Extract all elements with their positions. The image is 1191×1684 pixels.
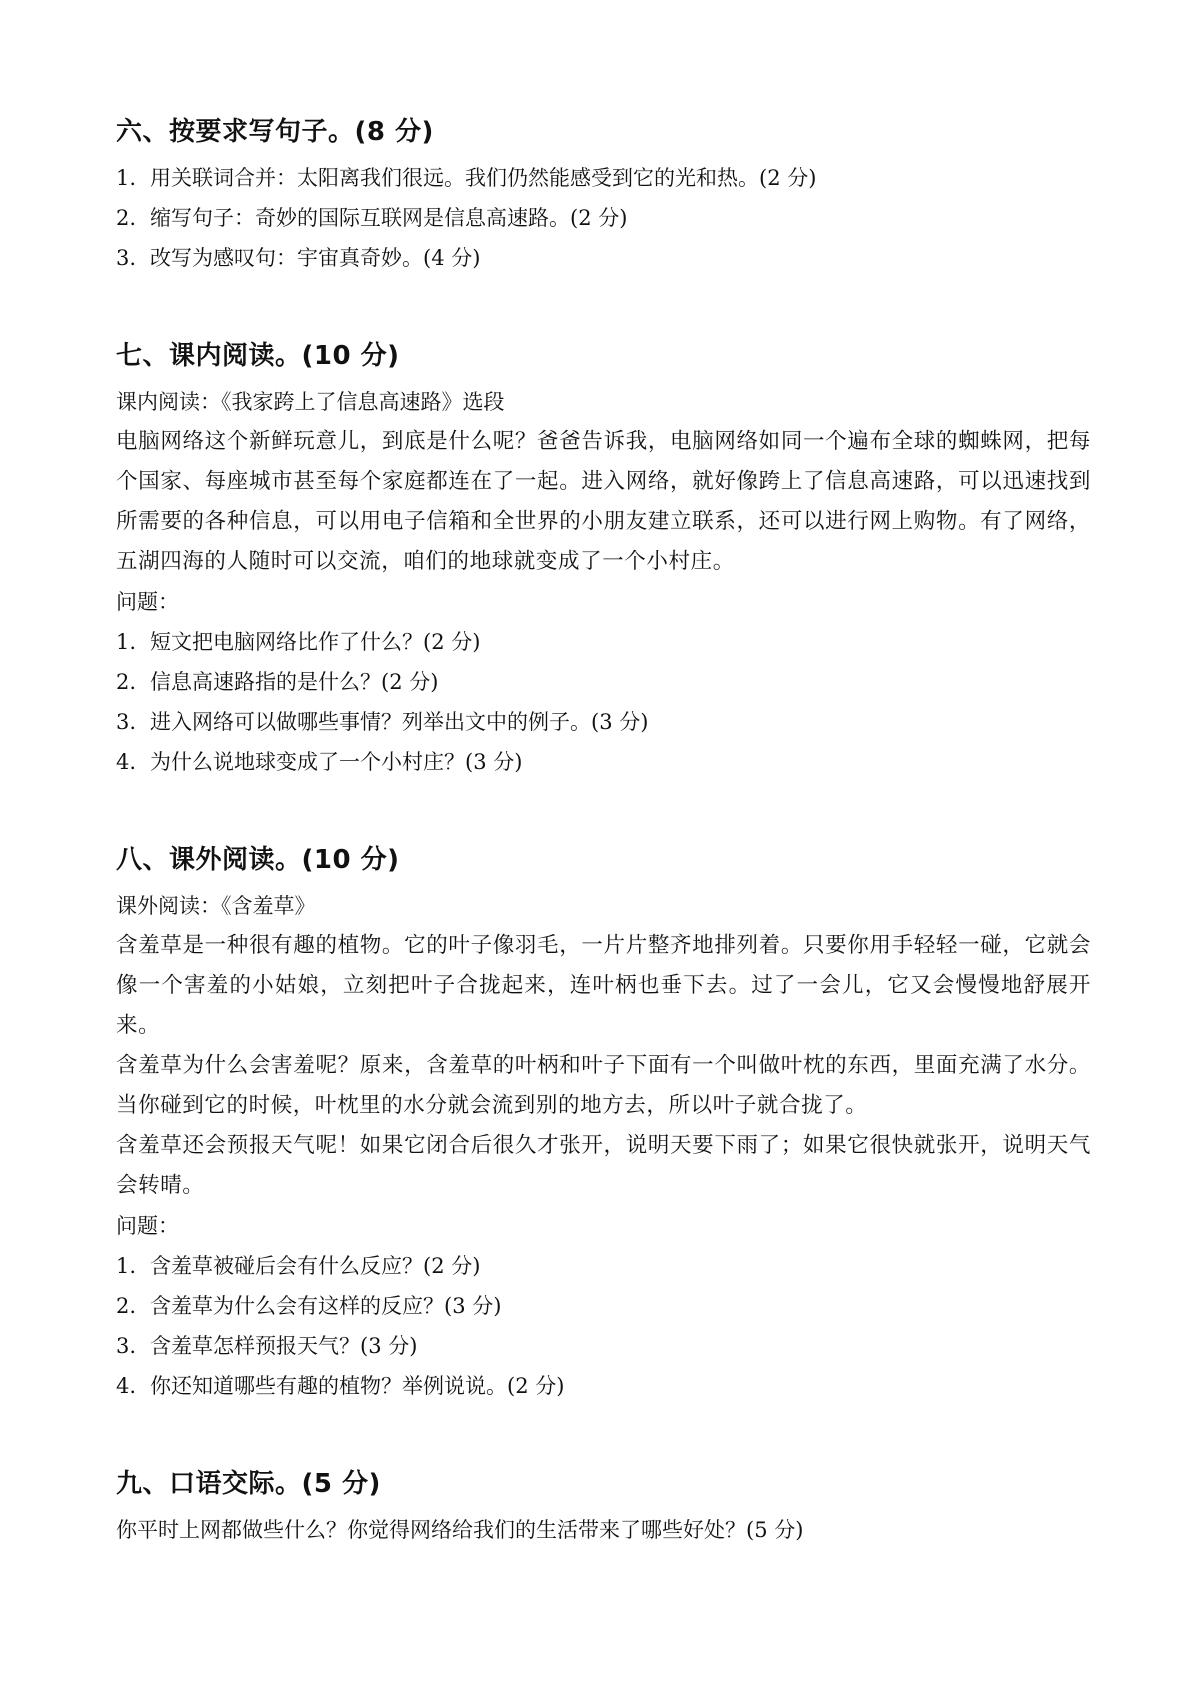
questions-label: 问题： bbox=[116, 590, 179, 614]
question-number: 1. bbox=[116, 166, 137, 190]
question-text: 为什么说地球变成了一个小村庄？(3 分) bbox=[150, 750, 523, 774]
section-title: 八、课外阅读。(10 分) bbox=[116, 845, 400, 875]
question-text: 含羞草为什么会有这样的反应？(3 分) bbox=[150, 1294, 502, 1318]
question-text: 含羞草怎样预报天气？(3 分) bbox=[150, 1334, 418, 1358]
question-item bbox=[116, 1366, 1091, 1406]
question-text: 用关联词合并：太阳离我们很远。我们仍然能感受到它的光和热。(2 分) bbox=[150, 166, 817, 190]
question-text: 短文把电脑网络比作了什么？(2 分) bbox=[150, 630, 481, 654]
question-number: 4. bbox=[116, 750, 137, 774]
question-number: 1. bbox=[116, 1254, 137, 1278]
question-item bbox=[116, 238, 1091, 278]
reading-paragraph: 含羞草为什么会害羞呢？原来，含羞草的叶柄和叶子下面有一个叫做叶枕的东西，里面充满了水分。当你碰到它的时候，叶枕里的水分就会流到别的地方去，所以叶子就合拢了。 bbox=[116, 1053, 1091, 1118]
question-text: 进入网络可以做哪些事情？列举出文中的例子。(3 分) bbox=[150, 710, 649, 734]
reading-paragraph: 含羞草还会预报天气呢！如果它闭合后很久才张开，说明天要下雨了；如果它很快就张开，说明天气会转晴。 bbox=[116, 1133, 1091, 1198]
question-item bbox=[116, 1286, 1091, 1326]
section-title: 六、按要求写句子。(8 分) bbox=[116, 117, 434, 147]
question-text: 信息高速路指的是什么？(2 分) bbox=[150, 670, 439, 694]
question-item bbox=[116, 1326, 1091, 1366]
question-number: 3. bbox=[116, 710, 137, 734]
question-text: 你还知道哪些有趣的植物？举例说说。(2 分) bbox=[150, 1374, 565, 1398]
question-item bbox=[116, 198, 1091, 238]
question-text: 改写为感叹句：宇宙真奇妙。(4 分) bbox=[150, 246, 481, 270]
question-number: 2. bbox=[116, 670, 137, 694]
section-seven bbox=[116, 336, 1091, 782]
question-text: 缩写句子：奇妙的国际互联网是信息高速路。(2 分) bbox=[150, 206, 628, 230]
section-nine bbox=[116, 1464, 1091, 1550]
section-title: 九、口语交际。(5 分) bbox=[116, 1469, 381, 1499]
reading-source: 课外阅读：《含羞草》 bbox=[116, 894, 316, 918]
question-item bbox=[116, 622, 1091, 662]
question-number: 2. bbox=[116, 206, 137, 230]
question-number: 2. bbox=[116, 1294, 137, 1318]
question-item bbox=[116, 1246, 1091, 1286]
reading-source: 课内阅读：《我家跨上了信息高速路》选段 bbox=[116, 390, 505, 414]
reading-paragraph: 含羞草是一种很有趣的植物。它的叶子像羽毛，一片片整齐地排列着。只要你用手轻轻一碰，它就会像一个害羞的小姑娘，立刻把叶子合拢起来，连叶柄也垂下去。过了一会儿，它又会慢慢地舒展开来。 bbox=[116, 933, 1091, 1038]
question-item bbox=[116, 158, 1091, 198]
question-number: 1. bbox=[116, 630, 137, 654]
section-eight bbox=[116, 840, 1091, 1406]
question-number: 3. bbox=[116, 1334, 137, 1358]
section-six bbox=[116, 112, 1091, 278]
question-item bbox=[116, 662, 1091, 702]
question-text: 含羞草被碰后会有什么反应？(2 分) bbox=[150, 1254, 481, 1278]
question-item bbox=[116, 702, 1091, 742]
question-item bbox=[116, 742, 1091, 782]
question-number: 3. bbox=[116, 246, 137, 270]
questions-label: 问题： bbox=[116, 1214, 179, 1238]
reading-passage: 电脑网络这个新鲜玩意儿，到底是什么呢？爸爸告诉我，电脑网络如同一个遍布全球的蜘蛛网，把每个国家、每座城市甚至每个家庭都连在了一起。进入网络，就好像跨上了信息高速路，可以迅速找到所需要的各种信息，可以用电子信箱和全世界的小朋友建立联系，还可以进行网上购物。有了网络，五湖四海的人随时可以交流，咱们的地球就变成了一个小村庄。 bbox=[116, 429, 1091, 574]
section-title: 七、课内阅读。(10 分) bbox=[116, 341, 400, 371]
speaking-prompt: 你平时上网都做些什么？你觉得网络给我们的生活带来了哪些好处？(5 分) bbox=[116, 1518, 804, 1542]
question-number: 4. bbox=[116, 1374, 137, 1398]
